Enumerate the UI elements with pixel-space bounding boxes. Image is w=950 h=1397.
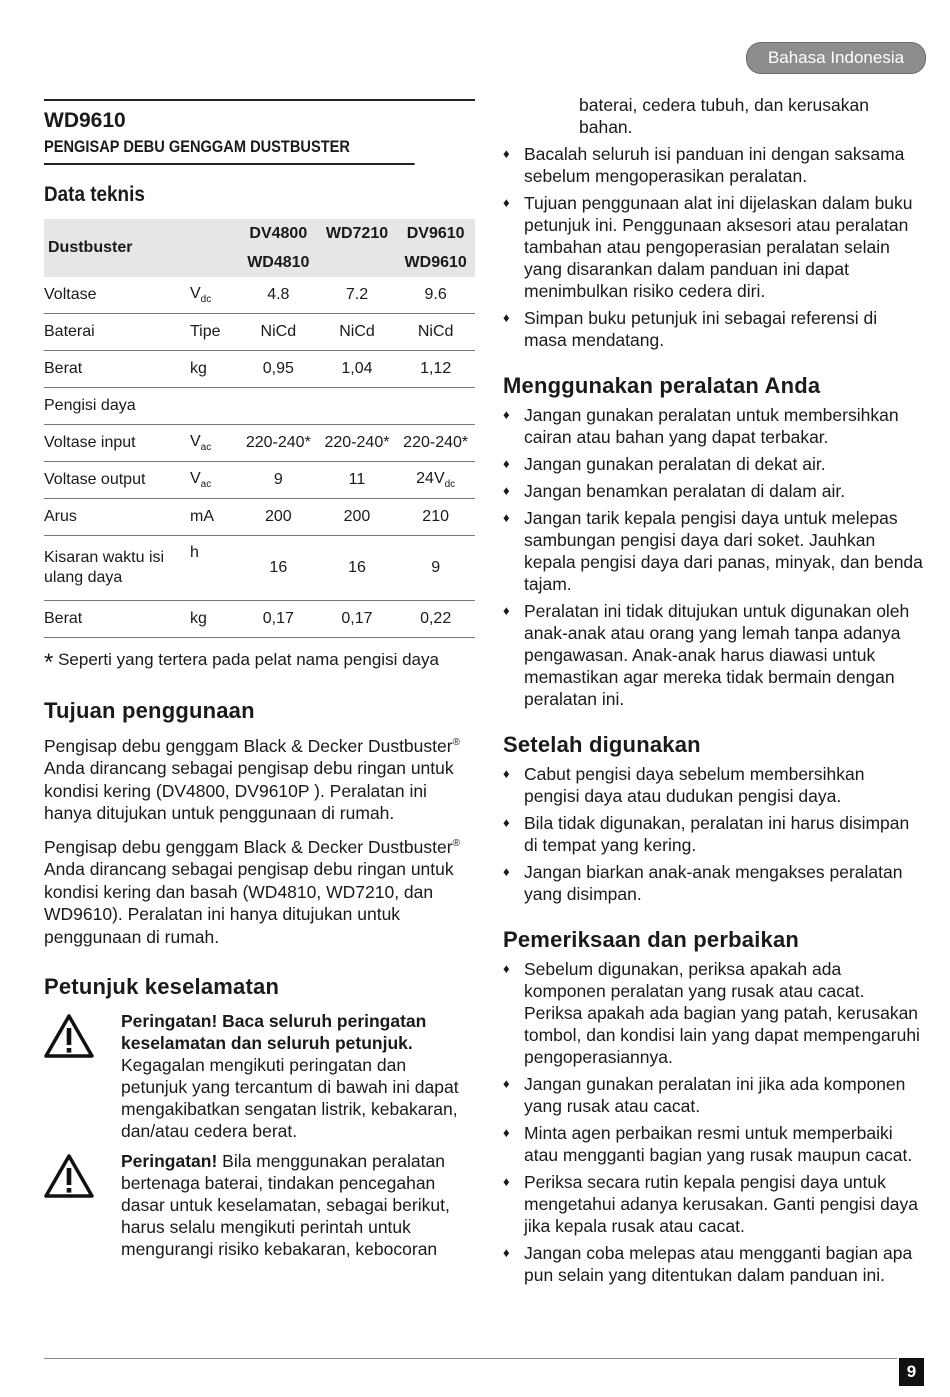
table-row bbox=[44, 601, 475, 638]
safety-title: Petunjuk keselamatan bbox=[44, 974, 280, 1000]
bullet-diamond-icon: ♦ bbox=[503, 864, 510, 879]
cell-value: 220-240* bbox=[239, 425, 318, 462]
cell-value: 0,17 bbox=[239, 601, 318, 638]
list-item-text: Jangan coba melepas atau mengganti bagian apa pun selain yang ditentukan dalam panduan ini. bbox=[524, 1243, 913, 1285]
footnote-star: * bbox=[44, 649, 54, 676]
after-use-title: Setelah digunakan bbox=[503, 732, 701, 757]
header-col3-b: WD9610 bbox=[404, 254, 467, 271]
p1-text-a: Pengisap debu genggam Black & Decker Dustbuster bbox=[44, 735, 453, 756]
row-unit: h bbox=[186, 536, 239, 601]
warning-body-1: Kegagalan mengikuti peringatan dan petunjuk yang tercantum di bawah ini dapat mengakibatkan sengatan listrik, kebakaran, dan/atau cedera berat. bbox=[121, 1055, 459, 1142]
cell-sub: dc bbox=[444, 479, 456, 490]
list-item-text: Bacalah seluruh isi panduan ini dengan saksama sebelum mengoperasikan peralatan. bbox=[524, 144, 905, 186]
unit-sub: dc bbox=[200, 294, 212, 305]
bullet-diamond-icon: ♦ bbox=[503, 310, 510, 325]
cell-value: 16 bbox=[239, 536, 318, 601]
bullet-diamond-icon: ♦ bbox=[503, 766, 510, 781]
list-item bbox=[503, 600, 923, 710]
row-label: Pengisi daya bbox=[44, 388, 186, 425]
bullet-diamond-icon: ♦ bbox=[503, 456, 510, 471]
row-unit: Tipe bbox=[186, 314, 239, 351]
inspection-bullet-list bbox=[503, 958, 923, 1286]
list-item-text: Sebelum digunakan, periksa apakah ada komponen peralatan yang rusak atau cacat. Periksa apakah ada bagian yang patah, kerusakan tombol, dan kondisi lain yang dapat mempengaruhi pengoperasiannya. bbox=[524, 959, 920, 1067]
list-item bbox=[503, 861, 923, 905]
header-col3-a: DV9610 bbox=[406, 225, 465, 242]
cell-value: NiCd bbox=[239, 314, 318, 351]
p2-text-a: Pengisap debu genggam Black & Decker Dustbuster bbox=[44, 836, 453, 857]
cell-value: 11 bbox=[318, 462, 397, 499]
bullet-diamond-icon: ♦ bbox=[503, 1245, 510, 1260]
list-item bbox=[503, 453, 923, 475]
list-item-text: Bila tidak digunakan, peralatan ini harus disimpan di tempat yang kering. bbox=[524, 813, 910, 855]
row-label: Voltase bbox=[44, 277, 186, 314]
row-unit bbox=[186, 462, 239, 499]
cell-value: 0,95 bbox=[239, 351, 318, 388]
cell-value: 16 bbox=[318, 536, 397, 601]
cell-value: NiCd bbox=[318, 314, 397, 351]
unit-main: V bbox=[190, 433, 201, 450]
bullet-diamond-icon: ♦ bbox=[503, 815, 510, 830]
footnote bbox=[44, 648, 475, 674]
cell-value: 200 bbox=[239, 499, 318, 536]
intended-use-paragraph-2 bbox=[44, 833, 475, 948]
cell-value: 9.6 bbox=[396, 277, 475, 314]
cell-value: 200 bbox=[318, 499, 397, 536]
warning-triangle-icon bbox=[44, 1154, 94, 1260]
row-unit: kg bbox=[186, 351, 239, 388]
list-item-text: Cabut pengisi daya sebelum membersihkan pengisi daya atau dudukan pengisi daya. bbox=[524, 764, 865, 806]
top-rule bbox=[44, 99, 475, 101]
list-item-text: Tujuan penggunaan alat ini dijelaskan dalam buku petunjuk ini. Penggunaan aksesori atau peralatan tambahan atau pengoperasian peralatan selain yang disarankan dalam panduan ini dapat menimbulkan risiko cedera diri. bbox=[524, 193, 913, 301]
list-item bbox=[503, 763, 923, 807]
cell-value: 1,12 bbox=[396, 351, 475, 388]
header-col1 bbox=[239, 219, 318, 277]
list-item-text: Jangan tarik kepala pengisi daya untuk melepas sambungan pengisi daya dari soket. Jauhkan kepala pengisi daya dari panas, minyak, dan benda tajam. bbox=[524, 508, 923, 594]
model-subtitle: PENGISAP DEBU GENGGAM DUSTBUSTER bbox=[44, 137, 415, 165]
list-item bbox=[503, 1242, 923, 1286]
row-label: Baterai bbox=[44, 314, 186, 351]
list-item-text: Jangan gunakan peralatan di dekat air. bbox=[524, 454, 826, 474]
cell-value: 4.8 bbox=[239, 277, 318, 314]
unit-sub: ac bbox=[200, 442, 212, 453]
list-item-text: Simpan buku petunjuk ini sebagai referensi di masa mendatang. bbox=[524, 308, 878, 350]
cell-value: NiCd bbox=[396, 314, 475, 351]
bullet-diamond-icon: ♦ bbox=[503, 603, 510, 618]
spec-table bbox=[44, 219, 475, 638]
model-title: WD9610 bbox=[44, 109, 126, 132]
table-row bbox=[44, 388, 475, 425]
row-label: Berat bbox=[44, 351, 186, 388]
bullet-diamond-icon: ♦ bbox=[503, 510, 510, 525]
bullet-diamond-icon: ♦ bbox=[503, 195, 510, 210]
header-col2 bbox=[318, 219, 397, 277]
bullet-diamond-icon: ♦ bbox=[503, 1174, 510, 1189]
list-item bbox=[503, 480, 923, 502]
row-unit bbox=[186, 388, 239, 425]
bullet-diamond-icon: ♦ bbox=[503, 961, 510, 976]
cell-value: 210 bbox=[396, 499, 475, 536]
footer-rule bbox=[44, 1358, 897, 1359]
list-item bbox=[503, 958, 923, 1068]
after-use-bullet-list bbox=[503, 763, 923, 905]
cell-value bbox=[396, 462, 475, 499]
table-row bbox=[44, 536, 475, 601]
list-item-text: Periksa secara rutin kepala pengisi daya untuk mengetahui adanya kerusakan. Ganti pengisi daya jika kepala rusak atau cacat. bbox=[524, 1172, 919, 1236]
row-label: Arus bbox=[44, 499, 186, 536]
footnote-text: Seperti yang tertera pada pelat nama pengisi daya bbox=[53, 650, 439, 669]
spec-table-header bbox=[44, 219, 475, 277]
row-unit: kg bbox=[186, 601, 239, 638]
list-item bbox=[503, 192, 923, 302]
language-tab: Bahasa Indonesia bbox=[746, 42, 926, 74]
header-col1-a: DV4800 bbox=[249, 225, 308, 242]
cell-main: 24V bbox=[416, 470, 445, 487]
table-row bbox=[44, 425, 475, 462]
header-label: Dustbuster bbox=[44, 219, 239, 277]
cell-value: 0,17 bbox=[318, 601, 397, 638]
cell-value: 220-240* bbox=[396, 425, 475, 462]
warning-block-2 bbox=[44, 1150, 475, 1260]
row-label: Berat bbox=[44, 601, 186, 638]
bullet-diamond-icon: ♦ bbox=[503, 1125, 510, 1140]
header-col1-b: WD4810 bbox=[247, 254, 310, 271]
list-item-text: Minta agen perbaikan resmi untuk memperbaiki atau mengganti bagian yang rusak maupun cacat. bbox=[524, 1123, 913, 1165]
row-unit bbox=[186, 425, 239, 462]
left-column bbox=[44, 99, 475, 1260]
warning-text-1 bbox=[121, 1010, 475, 1142]
list-item bbox=[503, 1073, 923, 1117]
cell-value bbox=[318, 388, 397, 425]
header-col2-a: WD7210 bbox=[325, 225, 389, 242]
warning-bold-1: Peringatan! Baca seluruh peringatan keselamatan dan seluruh petunjuk. bbox=[121, 1011, 427, 1054]
warning-body-2: Bila menggunakan peralatan bertenaga baterai, tindakan pencegahan dasar untuk keselamatan, sebagai berikut, harus selalu mengikuti perintah untuk mengurangi risiko kebakaran, kebocoran bbox=[121, 1151, 450, 1260]
tech-data-title: Data teknis bbox=[44, 183, 145, 206]
list-item bbox=[503, 507, 923, 595]
unit-sub: ac bbox=[200, 479, 212, 490]
using-bullet-list bbox=[503, 404, 923, 710]
table-row bbox=[44, 314, 475, 351]
row-unit bbox=[186, 277, 239, 314]
cell-value bbox=[396, 388, 475, 425]
list-item bbox=[503, 404, 923, 448]
list-item-text: Jangan benamkan peralatan di dalam air. bbox=[524, 481, 846, 501]
registered-mark: ® bbox=[452, 737, 460, 748]
row-label: Kisaran waktu isi ulang daya bbox=[44, 536, 186, 601]
inspection-title: Pemeriksaan dan perbaikan bbox=[503, 927, 800, 952]
list-item-text: Jangan gunakan peralatan ini jika ada komponen yang rusak atau cacat. bbox=[524, 1074, 906, 1116]
list-item bbox=[503, 307, 923, 351]
warning-triangle-icon bbox=[44, 1014, 94, 1142]
page-number: 9 bbox=[899, 1358, 924, 1386]
using-title: Menggunakan peralatan Anda bbox=[503, 373, 821, 398]
list-item bbox=[503, 812, 923, 856]
table-row bbox=[44, 499, 475, 536]
top-bullet-list bbox=[503, 143, 923, 351]
right-column bbox=[503, 94, 923, 1286]
list-item bbox=[503, 143, 923, 187]
p2-text-b: Anda dirancang sebagai pengisap debu ringan untuk kondisi kering dan basah (WD4810, WD7210, dan WD9610). Peralatan ini hanya ditujukan untuk penggunaan di rumah. bbox=[44, 859, 454, 947]
warning-block-1 bbox=[44, 1010, 475, 1142]
continued-text: baterai, cedera tubuh, dan kerusakan bahan. bbox=[579, 95, 869, 137]
cell-value: 0,22 bbox=[396, 601, 475, 638]
row-label: Voltase output bbox=[44, 462, 186, 499]
table-row bbox=[44, 277, 475, 314]
cell-value: 7.2 bbox=[318, 277, 397, 314]
list-item-text: Jangan biarkan anak-anak mengakses peralatan yang disimpan. bbox=[524, 862, 903, 904]
table-row bbox=[44, 351, 475, 388]
table-row bbox=[44, 462, 475, 499]
cell-value: 9 bbox=[396, 536, 475, 601]
warning-text-2 bbox=[121, 1150, 475, 1260]
unit-main: V bbox=[190, 470, 201, 487]
header-col3 bbox=[396, 219, 475, 277]
unit-main: V bbox=[190, 285, 201, 302]
bullet-diamond-icon: ♦ bbox=[503, 407, 510, 422]
bullet-diamond-icon: ♦ bbox=[503, 483, 510, 498]
p1-text-b: Anda dirancang sebagai pengisap debu ringan untuk kondisi kering (DV4800, DV9610P ). Peralatan ini hanya ditujukan untuk penggunaan di rumah. bbox=[44, 758, 454, 824]
bullet-diamond-icon: ♦ bbox=[503, 146, 510, 161]
cell-value: 220-240* bbox=[318, 425, 397, 462]
row-label: Voltase input bbox=[44, 425, 186, 462]
cell-value: 1,04 bbox=[318, 351, 397, 388]
list-item-text: Jangan gunakan peralatan untuk membersihkan cairan atau bahan yang dapat terbakar. bbox=[524, 405, 899, 447]
list-item bbox=[503, 1171, 923, 1237]
intended-use-paragraph-1 bbox=[44, 732, 475, 825]
warning-bold-2: Peringatan! bbox=[121, 1151, 218, 1172]
intended-use-title: Tujuan penggunaan bbox=[44, 698, 255, 723]
list-item bbox=[503, 1122, 923, 1166]
registered-mark: ® bbox=[452, 837, 460, 849]
row-unit: mA bbox=[186, 499, 239, 536]
cell-value bbox=[239, 388, 318, 425]
list-item-text: Peralatan ini tidak ditujukan untuk digunakan oleh anak-anak atau orang yang lemah tanpa adanya pengawasan. Anak-anak harus diawasi untuk memastikan agar mereka tidak bermain dengan peralatan ini. bbox=[524, 601, 910, 709]
bullet-diamond-icon: ♦ bbox=[503, 1076, 510, 1091]
cell-value: 9 bbox=[239, 462, 318, 499]
